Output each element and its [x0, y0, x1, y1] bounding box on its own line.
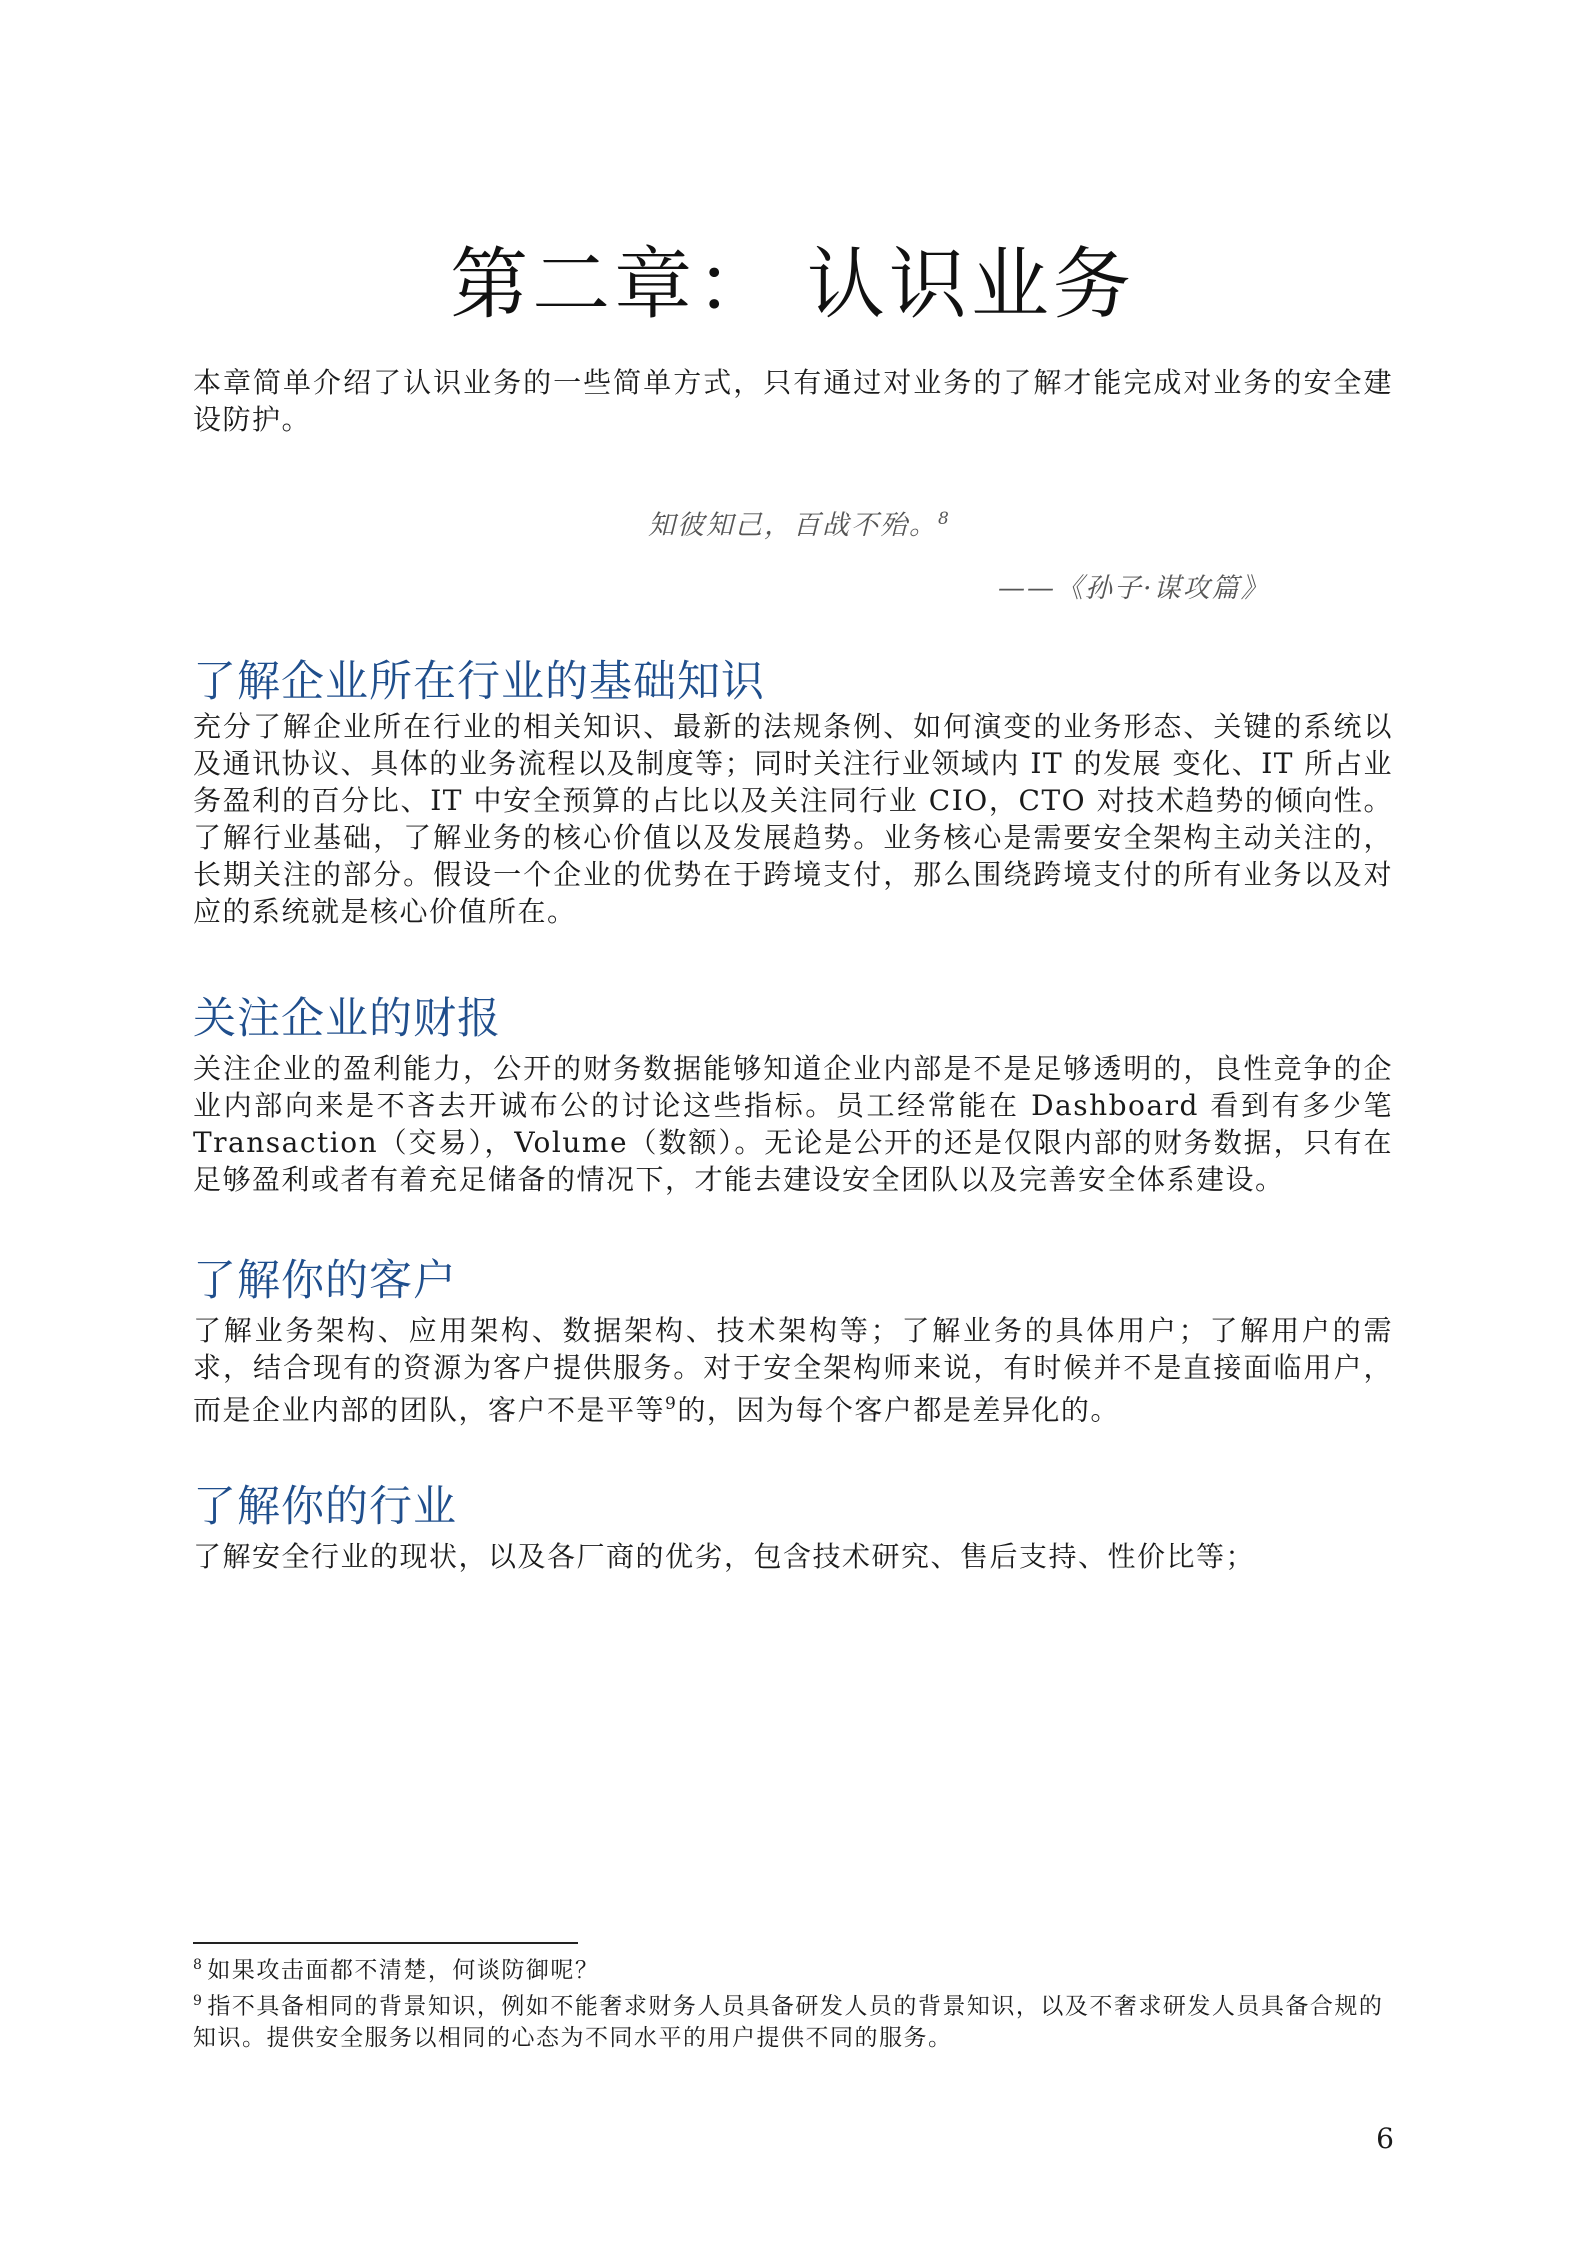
section-body-customers [193, 1312, 1393, 1428]
customers-body-part2: 的，因为每个客户都是差异化的。 [677, 1393, 1120, 1427]
epigraph-source: ——《孙子·谋攻篇》 [998, 573, 1270, 604]
chapter-title: 第二章： 认识业务 [450, 240, 1135, 330]
customers-body-part1: 了解业务架构、应用架构、数据架构、技术架构等；了解业务的具体用户；了解用户的需求，结合现有的资源为客户提供服务。对于安全架构师来说，有时候并不是直接面临用户，而是企业内部的团队，客户不是平等 [193, 1314, 1393, 1427]
section-heading-financials: 关注企业的财报 [193, 994, 501, 1044]
footnote-number: 8 [193, 1957, 204, 1973]
section-heading-customers: 了解你的客户 [193, 1256, 457, 1306]
footnote-ref-8[interactable]: 8 [938, 509, 951, 529]
chapter-intro: 本章简单介绍了认识业务的一些简单方式，只有通过对业务的了解才能完成对业务的安全建设防护。 [193, 366, 1393, 436]
footnote-divider [193, 1942, 578, 1944]
footnote-number: 9 [193, 1993, 204, 2009]
footnote-ref-9[interactable]: 9 [665, 1394, 678, 1414]
epigraph-quote [648, 503, 951, 542]
footnote-text: 如果攻击面都不清楚，何谈防御呢？ [207, 1957, 600, 1984]
section-body-industry-basics: 充分了解企业所在行业的相关知识、最新的法规条例、如何演变的业务形态、关键的系统以及通讯协议、具体的业务流程以及制度等；同时关注行业领域内 IT 的发展 变化、IT 所占业务盈利的百分比、IT 中安全预算的占比以及关注同行业 CIO，CTO 对技术趋势的倾向性。了解行业基础，了解业务的核心价值以及发展趋势。业务核心是需要安全架构主动关注的，长期关注的部分。假设一个企业的优势在于跨境支付，那么围绕跨境支付的所有业务以及对应的系统就是核心价值所在。 [193, 710, 1393, 928]
section-body-industry: 了解安全行业的现状，以及各厂商的优劣，包含技术研究、售后支持、性价比等； [193, 1540, 1256, 1573]
footnote-9 [193, 1986, 1393, 2054]
epigraph-text: 知彼知己，百战不殆。 [648, 510, 938, 541]
section-heading-industry: 了解你的行业 [193, 1482, 457, 1532]
section-heading-industry-basics: 了解企业所在行业的基础知识 [193, 657, 765, 707]
page-number: 6 [1376, 2122, 1394, 2155]
section-body-financials: 关注企业的盈利能力，公开的财务数据能够知道企业内部是不是足够透明的，良性竞争的企业内部向来是不吝去开诚布公的讨论这些指标。员工经常能在 Dashboard 看到有多少笔 Transaction（交易），Volume（数额）。无论是公开的还是仅限内部的财务数据，只有在足够盈利或者有着充足储备的情况下，才能去建设安全团队以及完善安全体系建设。 [193, 1052, 1393, 1196]
footnote-8 [193, 1950, 1393, 1987]
footnote-text: 指不具备相同的背景知识，例如不能奢求财务人员具备研发人员的背景知识，以及不奢求研发人员具备合规的知识。提供安全服务以相同的心态为不同水平的用户提供不同的服务。 [193, 1993, 1384, 2051]
